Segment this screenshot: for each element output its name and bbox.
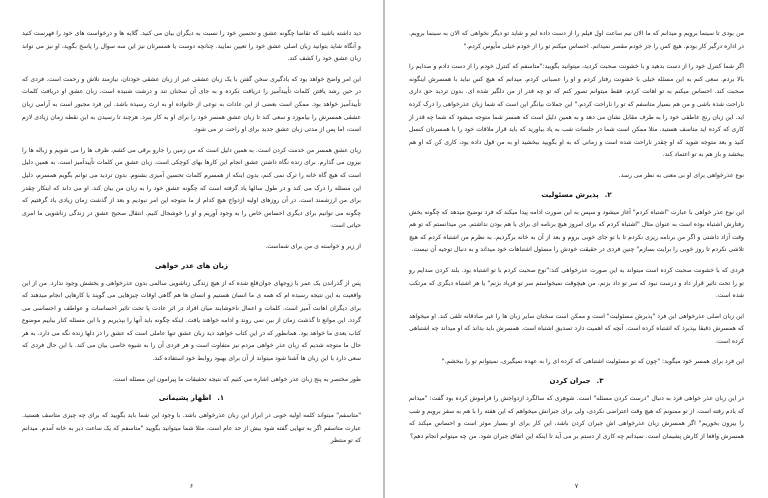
section-heading-regret (22, 394, 361, 402)
right-page (385, 0, 768, 498)
left-paragraph-1: دید داشته باشید که تقاضا چگونه عشق و تحسین خود را نسبت به دیگران بیان می کنید. گلایه ها و درخواست های خود را فهرست کنید و آنگاه شاید بتوانید زبان اصلی عشق خود را تعیین نمایید. چنانچه دوست یا همسرتان نیز این سه سوال را پاسخ بگوید، او نیز می تواند زبان عشق خود را کشف کند. (22, 30, 361, 63)
right-paragraph-2: اگر شما کنترل خود را از دست بدهید و با خشونت صحبت کردید، میتوانید بگویید:"متاسفم که کنترل خودم را از دست دادم و صدایم را بالا بردم. سعی کنم به این مسئله خیلی با خشونت رفتار کردم و او را عصبانی کردم. میدانم که هیچ کس نباید با همسرش اینگونه صحبت کند. احساس میکنم به تو اهانت کردم. فقط میتوانم تصور کنم که تو چه قدر از من دلگیر شده ای. بدون تردید حق داری ناراحت شده باشی و من هم بسیار متاسفم که تو را ناراحت کردم." این جملات بیانگر این است که شما زبان عذرخواهی را درک کرده اید. این زبان رنج عاطفی خود را به طرف مقابل نشان می دهد و به همین دلیل است که همسر شما متوجه میشود که شما چه قدر از کاری که کرده اید متاسف هستید. مثلا ممکن است شما در جلسات شب به یاد بیاورید که باید قرار ملاقات خود را با همسرتان کنسل کنید و بعد متوجه شوید که او چقدر ناراحت شده است و زمانی که به او بگویید ببخشید او به من قول داده بود، کاری کن که او هم ببخشد و باز هم به تو اعتماد کند. (409, 63, 744, 159)
section-heading-apology-languages (22, 262, 361, 270)
heading-text: زبان های عذر خواهی (154, 261, 229, 270)
left-paragraph-7: "متاسفم" میتواند کلمه اولیه خوبی در ابراز این زبان عذرخواهی باشد. با وجود این شما باید بگویید که برای چه چیزی متاسف هستید. عبارت متاسفم اگر به تنهایی گفته شود بیش از حد عام است. مثلا شما میتوانید بگویید "متاسفم که یک ساعت دیر به خانه آمدم. میدانم که تو منتظر (22, 412, 361, 445)
heading-number: ۱. (217, 394, 225, 403)
right-paragraph-8: در این زبان عذر خواهی فرد به دنبال "درست کردن مسئله" است. شوهری که سالگرد ازدواجش را فراموش کرده بود گفت: "میدانم که یادم رفته است. از تو ممنونم که هیچ وقت اعتراضی نکردی، ولی برای جبرانش میخواهم که این هفته را با هم به سفر برویم و شب را بیرون بخوریم" اگر همسرش زبان عذرخواهی اش جبران کردن باشد، این کار برای او بسیار موثر است و احساس میکند که همسرش واقعا از کارش پشیمان است. نمیدانم چه کاری از دستم بر می آید تا اینکه این اتفاق جبران شود. من چه میتوانم انجام دهم؟ (409, 395, 744, 440)
left-page (0, 0, 383, 498)
page-number-right: ۷ (574, 482, 579, 490)
left-paragraph-6: طور مختصر به پنج زبان عذر خواهی اشاره می کنیم که نتیجه تحقیقات ما پیرامون این مسئله است. (112, 375, 361, 383)
heading-text: اظهار پشیمانی (158, 394, 212, 403)
left-paragraph-2: این امر واضح خواهد بود که یادگیری سخن گفتن با یک زبان عشقی غیر از زبان عشقی خودتان، نیازمند تلاش و رحمت است. فردی که در حین رشد یافتن کلمات تأییدآمیز را دریافت نکرده و به جای آن سخنان تند و درشت شنیده است، زبان عشق او دریافت کلمات تأییدآمیز خواهد بود. ممکن است بعضی از این عادات به نوعی از خانواده او به ارث رسیده باشد. این فرد مجبور است به آرامی زبان عشقی همسرش را بیاموزد و سعی کند تا زبان عشق همسر خود را برای او به کار ببرد. هرچند تا رسیدن به این نقطه زمان زیادی لازم است، اما پس از مدتی زبان عشق جدید برای او راحت تر می شود. (22, 75, 361, 134)
right-paragraph-6: این زبان اصلی عذرخواهی این فرد "پذیرش مسئولیت" است و ممکن است سخنان سایر زبان ها را غیر صادقانه تلقی کند. او میخواهد که همسرش دقیقا بپذیرد که اشتباه کرده است. آنچه که اهمیت دارد تصدیق اشتباه است. همسرش باید بداند که او میداند چه اشتباهی کرده است. (409, 312, 744, 345)
right-paragraph-1: من بودی تا سینما برویم و میدانم که ما الان نیم ساعت اول فیلم را از دست داده ایم و شاید تو دیگر نخواهی که الان به سینما برویم. در اداره درگیر کار بودم. هیچ کس را جز خودم مقصر نمیدانم. احساس میکنم تو را از خودم خیلی مأیوس کردم." (409, 30, 744, 50)
right-paragraph-3: نوع عذرخواهی برای او بی معنی به نظر می رسد. (618, 171, 744, 179)
page-number-left: ۶ (189, 482, 194, 490)
section-heading-accept-responsibility (409, 191, 744, 199)
section-heading-make-restitution (409, 377, 744, 385)
right-paragraph-5: فردی که با خشونت صحبت کرده است میتواند به این صورت عذرخواهی کند:"نوع صحبت کردم با تو اشتباه بود. بلند کردن صدایم رو تو را تحت تاثیر قرار داد و درست نبود که سر تو داد بزنم. من هیچوقت نمیخواستم سر تو فریاد بزنم" یا هر اشتباه دیگری که مرتکب شده است. (409, 266, 744, 300)
left-paragraph-3: زبان عشق همسر من خدمت کردن است. به همین دلیل است که من زمین را جارو برقی می کشم، ظرف ها را می شویم و زباله ها را بیرون می گذارم. برای زنده نگاه داشتن عشق انجام این کارها بهای کوچکی است. زبان عشق من کلمات تأییدآمیز است. به همین دلیل است که هیچ گاه خانه را ترک نمی کنم، بدون اینکه از همسرم کلمات تحسین آمیزی بشنوم. بدون تردید می توانم بگویم همسرم، دلیل این مسئله را درک می کند و در طول سالها یاد گرفته است که چگونه عشق خود را به زبان من بیان کند. او می داند که اینکار چقدر برای من ارزشمند است. در آن روزهای اولیه ازدواج هیچ کدام از ما متوجه این امر نبودیم و بعد از گذشت زمان زیادی یاد گرفتیم که چگونه می توانیم برای دیگری احساس خاص را به وجود آوریم و او را خوشحال کنیم. انتقال صحیح عشق در زندگی زناشویی ما امری حیاتی است. (22, 146, 361, 230)
heading-number: ۲. (604, 190, 612, 199)
left-paragraph-4: از زیر و خواسته ی من برای شماست. (265, 242, 361, 250)
heading-text: پذیرش مسئولیت (541, 190, 599, 199)
right-paragraph-4: این نوع عذر خواهی با عبارت "اشتباه کردم" آغاز میشود و سپس به این صورت ادامه پیدا میکند که فرد توضیح میدهد که چگونه بخش رفتارش اشتباه بوده است به عنوان مثال "اشتباه کردم که برای امروز هیچ برنامه ای برای با هم بودن نداشتم. من میدانستم که تو هم وقت آزاد داشتی و اگر من برنامه ریزی نکردم تا با تو جای خوبی بروم و بعد از آن به خانه برگردیم. به نظرم من اشتباه کردم که هیچ تلاشی نکردم تا روز خوبی را برایت بسازم" چنین فردی در حقیقت خودش را مسئول اشتباهات خود میداند و به دنبال توجیه آن نیست. (409, 208, 744, 254)
heading-number: ۳. (596, 377, 604, 386)
heading-text: جبران کردن (549, 377, 591, 386)
left-paragraph-5: پس از گذراندن یک عمر با زوجهای جوان‌قلع شده که از هیچ زندگی زناشویی سالمی بدون عذرخواهی و بخشش وجود ندارد. من از این واقعیت به این نتیجه رسیده ام که همه ی ما انسان هستیم و انسان ها هم گاهی اوقات چیزهایی می گویند یا کارهایی انجام میدهند که برای دیگران اهانت آمیز است. کلمات و اعمال ناخوشایند میان افراد در اثر عادت یا تحت تاثیر احساسات و عواطف و احساسی می گردد. این موانع تا گذشت زمان از بین نمی روند و ادامه خواهند یافت. اینکه چگونه باید آنها را بپذیریم و با این مسئله کنار بیاییم موضوع کتاب بعدی ما خواهد بود. همانطور که در این کتاب خواهید دید زبان عشق تنها عاملی است که عشق را در دلها زنده نگه می دارد. به هر حال ما متوجه شدیم که زبان عذر خواهی مردم نیز متفاوت است و هر فردی آن را به شیوه خاصی بیان می کند. با این حال فردی که سعی دارد با این زبان ها آشنا شود میتواند از آن برای بهبود روابط خود استفاده کند. (22, 279, 361, 363)
right-paragraph-7: این فرد برای همسر خود میگوید: "چون که تو مسئولیت اشتباهی که کرده ای را به عهده نمیگیری، نمیتوانم تو را ببخشم." (441, 358, 744, 366)
